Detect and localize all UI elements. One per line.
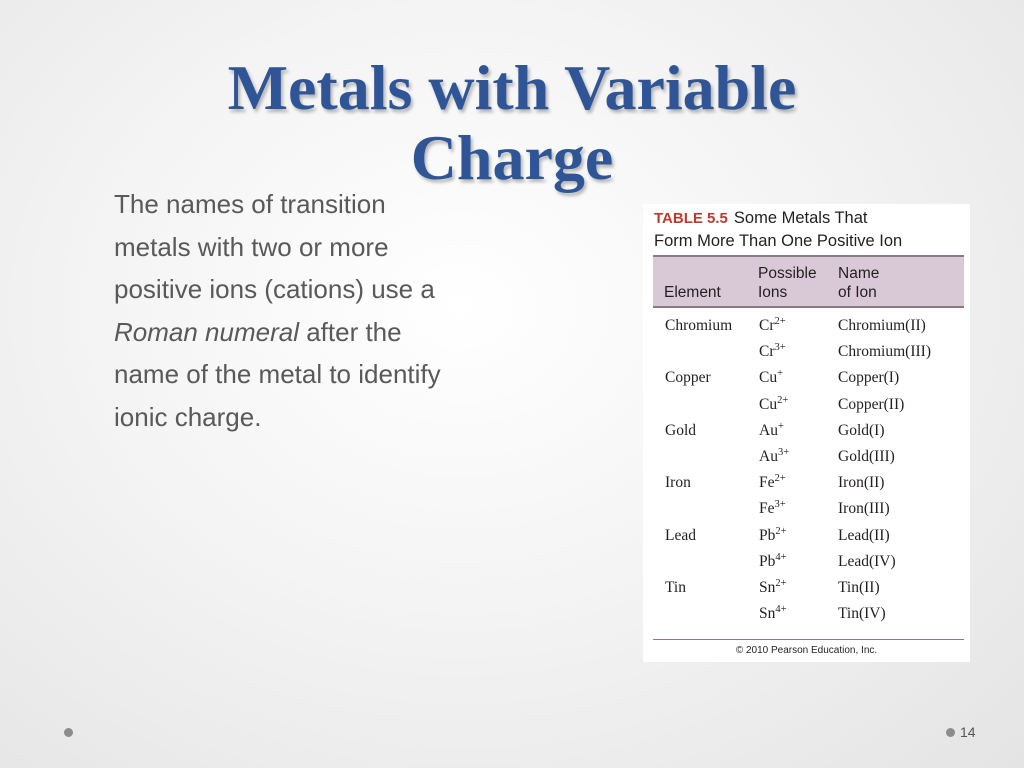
body-line: name of the metal to identify [114,359,441,389]
table-row [653,524,964,550]
cell-ion [759,553,787,571]
ion-charge: 3+ [777,446,790,458]
cell-ion [759,317,786,335]
ion-symbol: Sn [759,578,776,596]
body-line-rest: after the [298,316,402,347]
ion-symbol: Au [759,421,778,439]
header-element: Element [664,284,721,301]
cell-ion [759,579,787,597]
ion-charge: 4+ [775,551,787,563]
cell-ion-name: Lead(IV) [838,552,896,570]
cell-ion-name: Tin(II) [838,578,880,596]
table-row [653,445,964,471]
header-ions-line1: Possible [758,265,817,282]
cell-ion-name: Tin(IV) [838,605,886,623]
header-possible-ions [758,264,817,302]
cell-ion-name: Gold(III) [838,447,895,465]
cell-ion-name: Copper(II) [838,395,905,413]
cell-ion-name: Gold(I) [838,421,885,439]
cell-ion [759,422,784,440]
ion-symbol: Fe [759,474,775,492]
ion-charge: 2+ [774,316,786,327]
ion-symbol: Au [759,447,778,465]
header-ions-line2: Ions [758,284,788,301]
header-name-of-ion [838,264,879,302]
ion-charge: 3+ [774,342,786,354]
table-row [653,340,964,366]
cell-ion [759,527,787,545]
cell-ion [759,474,786,492]
cell-ion [759,369,783,387]
table-header [653,255,964,308]
ion-charge: + [777,368,784,380]
ion-charge: 4+ [775,604,787,616]
table-tag: TABLE 5.5 [654,210,728,227]
table-bottom-rule [653,639,964,640]
body-line: ionic charge. [114,401,262,432]
cell-ion [759,343,786,361]
metals-table-figure [643,204,970,662]
table-caption-line1: Some Metals That [733,209,868,227]
cell-ion-name: Iron(II) [838,474,885,492]
roman-numeral-term: Roman numeral [114,316,299,347]
body-line [114,311,564,354]
ion-charge: 2+ [777,394,789,406]
body-line: positive ions (cations) use a [114,274,435,304]
cell-ion-name: Copper(I) [838,369,900,387]
body-line: metals with two or more [114,231,389,262]
footer-bullet-right [946,728,955,737]
header-name-line2: of Ion [838,284,877,301]
table-row [653,419,964,445]
cell-ion-name: Chromium(II) [838,317,926,334]
ion-symbol: Cr [759,317,775,334]
cell-element: Copper [665,369,711,387]
table-row [653,393,964,419]
ion-symbol: Cu [759,395,778,413]
table-row [653,314,964,340]
table-row [653,471,964,497]
table-body [653,314,964,628]
cell-ion [759,605,787,623]
header-name-line1: Name [838,265,880,282]
table-row [653,550,964,576]
ion-symbol: Sn [759,605,776,623]
table-row [653,602,964,628]
slide-title-line2: Charge [410,121,614,193]
ion-charge: 2+ [774,473,786,485]
cell-element: Lead [665,526,696,544]
cell-ion [759,396,788,414]
footer-bullet-left [64,728,73,737]
body-paragraph [114,183,564,438]
cell-ion [759,500,786,518]
table-caption [654,207,902,252]
ion-charge: 2+ [775,577,787,589]
slide-title [0,53,1024,193]
ion-charge: + [777,420,784,432]
cell-ion-name: Iron(III) [838,500,890,518]
table-row [653,497,964,523]
table-caption-line2: Form More Than One Positive Ion [654,232,903,250]
table-row [653,576,964,602]
ion-symbol: Cr [759,343,775,361]
ion-charge: 3+ [774,499,786,511]
ion-charge: 2+ [775,525,787,537]
cell-ion-name: Lead(II) [838,526,890,544]
ion-symbol: Pb [759,526,776,544]
table-row [653,366,964,392]
ion-symbol: Cu [759,369,778,387]
slide-title-line1: Metals with Variable [227,51,797,123]
cell-element: Gold [665,421,696,439]
cell-element: Chromium [665,317,733,334]
body-line: The names of transition [114,189,386,219]
cell-ion [759,448,789,466]
cell-element: Iron [665,474,691,492]
page-number: 14 [960,724,976,740]
cell-element: Tin [665,578,686,596]
copyright-credit: © 2010 Pearson Education, Inc. [735,645,878,656]
ion-symbol: Fe [759,500,775,518]
cell-ion-name: Chromium(III) [838,343,931,361]
ion-symbol: Pb [759,552,776,570]
